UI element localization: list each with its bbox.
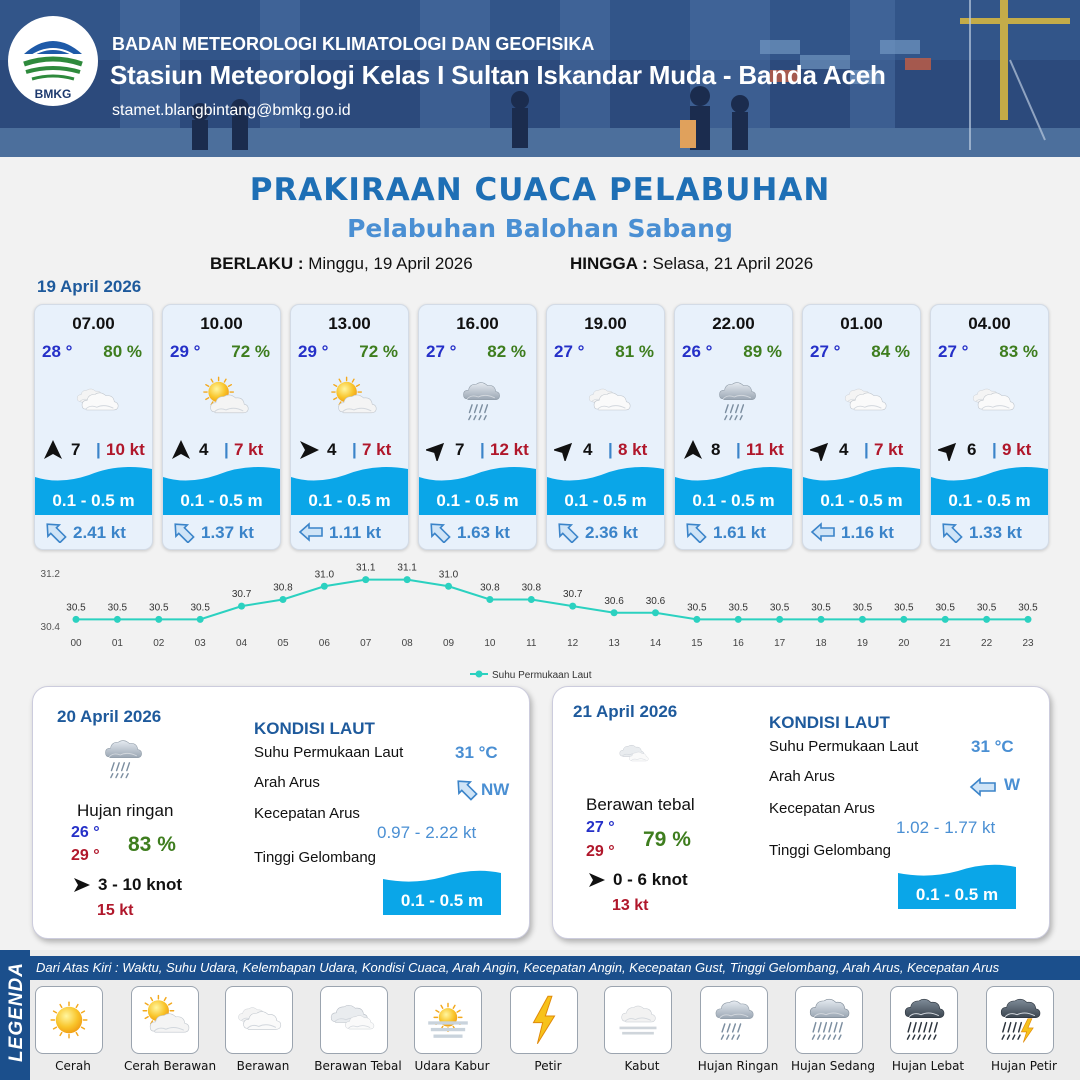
sst-data-point <box>528 596 535 603</box>
legend-label: Berawan <box>236 1059 290 1073</box>
legend-item <box>313 986 403 1073</box>
current-direction-northwest-icon <box>170 521 196 543</box>
forecast-temperature: 27 ° <box>938 342 969 361</box>
day3-current-speed: 1.02 - 1.77 kt <box>896 818 996 837</box>
sst-data-label: 31.1 <box>356 562 376 574</box>
day3-condition: Berawan tebal <box>586 795 695 814</box>
legend-panel <box>0 950 1080 1080</box>
sst-data-point <box>321 583 328 590</box>
page-title: PRAKIRAAN CUACA PELABUHAN <box>249 172 831 208</box>
sst-data-label: 30.8 <box>480 582 500 594</box>
day3-min-temp: 27 ° <box>586 819 615 836</box>
wind-direction-east-icon <box>588 872 606 888</box>
forecast-wind-speed: 4 <box>583 440 593 459</box>
x-tick-label: 07 <box>360 638 372 649</box>
forecast-temperature: 27 ° <box>554 342 585 361</box>
day3-sea-condition-heading: KONDISI LAUT <box>769 713 890 732</box>
sst-data-point <box>942 616 949 623</box>
sst-series-line <box>76 580 1028 620</box>
sunny-icon <box>35 986 103 1054</box>
thunderstorm-icon <box>986 986 1054 1054</box>
legend-title: LEGENDA <box>6 962 27 1062</box>
sst-data-point <box>1025 616 1032 623</box>
forecast-wind-speed: 6 <box>967 440 977 459</box>
forecast-time: 04.00 <box>968 314 1011 333</box>
day3-gust: 13 kt <box>612 897 649 914</box>
legend-label: Hujan Lebat <box>891 1059 965 1073</box>
legend-label: Petir <box>534 1059 562 1073</box>
sst-data-label: 30.5 <box>66 602 86 614</box>
sst-data-label: 30.8 <box>273 582 293 594</box>
forecast-time: 19.00 <box>584 314 627 333</box>
day3-current-speed-label: Kecepatan Arus <box>769 800 875 817</box>
day2-sst-value: 31 °C <box>455 743 498 762</box>
forecast-card <box>418 304 537 550</box>
sst-data-label: 30.7 <box>562 589 583 601</box>
x-tick-label: 22 <box>981 638 993 649</box>
legend-label: Berawan Tebal <box>314 1059 402 1073</box>
sst-data-label: 30.5 <box>811 602 831 614</box>
valid-from <box>210 254 473 274</box>
forecast-card <box>674 304 793 550</box>
forecast-time: 01.00 <box>840 314 883 333</box>
forecast-time: 22.00 <box>712 314 755 333</box>
forecast-wave-height: 0.1 - 0.5 m <box>948 491 1031 510</box>
forecast-time: 07.00 <box>72 314 115 333</box>
cloudy-icon <box>225 986 293 1054</box>
y-tick-label: 30.4 <box>40 622 60 633</box>
forecast-wave-height: 0.1 - 0.5 m <box>308 491 391 510</box>
legend-item <box>883 986 973 1073</box>
forecast-current-speed: 1.61 kt <box>713 523 766 542</box>
lightning-icon <box>510 986 578 1054</box>
day3-sst-value: 31 °C <box>971 737 1014 756</box>
x-tick-label: 02 <box>153 638 165 649</box>
forecast-wind-speed: 7 <box>455 440 465 459</box>
sst-data-point <box>900 616 907 623</box>
forecast-wave-height: 0.1 - 0.5 m <box>52 491 135 510</box>
forecast-current-speed: 2.36 kt <box>585 523 638 542</box>
x-tick-label: 03 <box>194 638 206 649</box>
x-tick-label: 01 <box>111 638 123 649</box>
x-tick-label: 12 <box>567 638 579 649</box>
forecast-current-speed: 1.11 kt <box>329 523 381 542</box>
x-tick-label: 06 <box>318 638 330 649</box>
wind-direction-northeast-icon <box>810 439 832 461</box>
forecast-gust: 10 kt <box>106 440 145 459</box>
forecast-card <box>34 304 153 550</box>
forecast-card <box>546 304 665 550</box>
partly-cloudy-icon <box>313 369 393 429</box>
legend-label: Hujan Ringan <box>697 1059 779 1073</box>
legend-label: Hujan Sedang <box>791 1059 875 1073</box>
wind-direction-northeast-icon <box>938 439 960 461</box>
x-tick-label: 15 <box>691 638 703 649</box>
sst-data-point <box>238 603 245 610</box>
fog-icon <box>604 986 672 1054</box>
forecast-wind-speed: 4 <box>327 440 337 459</box>
forecast-wave-height: 0.1 - 0.5 m <box>692 491 775 510</box>
forecast-humidity: 80 % <box>103 342 142 361</box>
day3-wave-label: Tinggi Gelombang <box>769 842 892 859</box>
y-tick-label: 31.2 <box>40 569 60 580</box>
forecast-humidity: 72 % <box>231 342 270 361</box>
forecast-time: 10.00 <box>200 314 243 333</box>
sst-data-label: 30.5 <box>852 602 873 614</box>
forecast-gust: 8 kt <box>618 440 648 459</box>
current-direction-northwest-icon <box>554 521 580 543</box>
light-rain-icon <box>697 369 777 429</box>
day3-forecast-box <box>552 686 1050 939</box>
day2-wind: 3 - 10 knot <box>98 875 183 894</box>
overcast-icon <box>320 986 388 1054</box>
x-tick-label: 18 <box>815 638 827 649</box>
forecast-gust: 7 kt <box>362 440 392 459</box>
forecast-current-speed: 1.16 kt <box>841 523 894 542</box>
wind-direction-east-icon <box>73 877 91 893</box>
x-tick-label: 13 <box>608 638 620 649</box>
separator: | <box>864 440 869 459</box>
forecast-card <box>930 304 1049 550</box>
forecast-current-speed: 1.37 kt <box>201 523 254 542</box>
chart-legend-label: Suhu Permukaan Laut <box>492 670 592 681</box>
forecast-gust: 12 kt <box>490 440 529 459</box>
sst-data-label: 30.8 <box>521 582 542 594</box>
forecast-humidity: 84 % <box>871 342 910 361</box>
day3-date: 21 April 2026 <box>573 702 678 721</box>
port-name: Pelabuhan Balohan Sabang <box>347 214 733 243</box>
forecast-wave-height: 0.1 - 0.5 m <box>436 491 519 510</box>
x-tick-label: 19 <box>856 638 868 649</box>
x-tick-label: 21 <box>939 638 951 649</box>
sst-data-label: 31.0 <box>314 569 335 581</box>
forecast-wave-height: 0.1 - 0.5 m <box>180 491 263 510</box>
legend-item <box>788 986 878 1073</box>
light-rain-icon <box>700 986 768 1054</box>
current-direction-west-icon <box>810 521 836 543</box>
day3-wave-height: 0.1 - 0.5 m <box>915 885 999 904</box>
day1-date: 19 April 2026 <box>37 277 142 296</box>
current-direction-northwest-icon <box>682 521 708 543</box>
sst-data-label: 30.5 <box>1018 602 1038 614</box>
forecast-temperature: 28 ° <box>42 342 73 361</box>
forecast-current-speed: 2.41 kt <box>73 523 126 542</box>
separator: | <box>608 440 613 459</box>
legend-item <box>218 986 308 1073</box>
day3-wind: 0 - 6 knot <box>613 870 688 889</box>
forecast-wave-height: 0.1 - 0.5 m <box>820 491 903 510</box>
x-tick-label: 04 <box>236 638 248 649</box>
bmkg-logo <box>10 18 96 104</box>
day2-sea-condition-heading: KONDISI LAUT <box>254 719 375 738</box>
legend-item <box>124 986 217 1073</box>
legend-label: Kabut <box>624 1059 660 1073</box>
forecast-card <box>802 304 921 550</box>
x-tick-label: 00 <box>70 638 82 649</box>
sst-data-point <box>776 616 783 623</box>
light-rain-icon <box>91 727 155 796</box>
day2-condition: Hujan ringan <box>77 801 174 820</box>
sst-data-point <box>155 616 162 623</box>
forecast-card <box>162 304 281 550</box>
day3-humidity: 79 % <box>643 828 691 851</box>
legend-label: Cerah Berawan <box>124 1059 217 1073</box>
legend-item <box>407 986 497 1073</box>
legend-side-bar <box>0 950 30 1080</box>
cloudy-icon <box>57 369 137 429</box>
sst-data-label: 30.5 <box>107 602 128 614</box>
valid-to <box>570 254 813 274</box>
current-northwest-icon <box>453 777 479 801</box>
day3-current-dir-label: Arah Arus <box>769 768 835 785</box>
current-direction-west-icon <box>298 521 324 543</box>
heavy-rain-icon <box>890 986 958 1054</box>
sst-data-label: 30.5 <box>687 602 707 614</box>
legend-note: Dari Atas Kiri : Waktu, Suhu Udara, Kelembapan Udara, Kondisi Cuaca, Arah Angin, Kecepatan Angin, Kecepatan Gust, Tinggi Gelombang, Arah Arus, Kecepatan Arus <box>36 960 1000 975</box>
sst-data-point <box>445 583 452 590</box>
day2-max-temp: 29 ° <box>71 847 100 864</box>
station-name: Stasiun Meteorologi Kelas I Sultan Iskandar Muda - Banda Aceh <box>110 60 886 90</box>
separator: | <box>480 440 485 459</box>
current-direction-northwest-icon <box>938 521 964 543</box>
forecast-humidity: 82 % <box>487 342 526 361</box>
day2-wave-height: 0.1 - 0.5 m <box>400 891 484 910</box>
sst-data-label: 30.5 <box>935 602 955 614</box>
sst-data-point <box>859 616 866 623</box>
haze-icon <box>414 986 482 1054</box>
separator: | <box>352 440 357 459</box>
legend-item <box>597 986 687 1073</box>
partly-cloudy-icon <box>131 986 199 1054</box>
x-tick-label: 14 <box>649 638 662 649</box>
valid-from-value: Minggu, 19 April 2026 <box>308 254 473 273</box>
x-tick-label: 23 <box>1022 638 1034 649</box>
wind-direction-north-icon <box>42 439 64 461</box>
day2-current-speed: 0.97 - 2.22 kt <box>377 823 477 842</box>
x-tick-label: 11 <box>526 638 537 649</box>
wind-direction-east-icon <box>298 439 320 461</box>
forecast-time: 13.00 <box>328 314 371 333</box>
day3-sst-label: Suhu Permukaan Laut <box>769 738 919 755</box>
forecast-wind-speed: 8 <box>711 440 721 459</box>
sst-data-point <box>983 616 990 623</box>
sst-data-label: 31.1 <box>397 562 417 574</box>
partly-cloudy-icon <box>185 369 265 429</box>
legend-item <box>503 986 593 1073</box>
forecast-humidity: 89 % <box>743 342 782 361</box>
separator: | <box>736 440 741 459</box>
sst-data-point <box>818 616 825 623</box>
forecast-current-speed: 1.33 kt <box>969 523 1022 542</box>
separator: | <box>96 440 101 459</box>
light-rain-icon <box>441 369 521 429</box>
day3-current-direction: W <box>1004 775 1021 794</box>
forecast-wind-speed: 4 <box>839 440 849 459</box>
day3-max-temp: 29 ° <box>586 843 615 860</box>
sst-data-point <box>114 616 121 623</box>
forecast-temperature: 27 ° <box>426 342 457 361</box>
x-tick-label: 17 <box>774 638 786 649</box>
station-email: stamet.blangbintang@bmkg.go.id <box>112 102 351 119</box>
forecast-temperature: 29 ° <box>298 342 329 361</box>
current-west-icon <box>969 777 997 797</box>
current-direction-northwest-icon <box>42 521 68 543</box>
header-banner <box>0 0 1080 157</box>
sst-data-label: 30.5 <box>894 602 914 614</box>
x-tick-label: 05 <box>277 638 289 649</box>
forecast-gust: 11 kt <box>746 440 784 459</box>
day2-date: 20 April 2026 <box>57 707 162 726</box>
legend-item <box>28 986 118 1073</box>
x-tick-label: 20 <box>898 638 910 649</box>
wind-direction-northeast-icon <box>554 439 576 461</box>
x-tick-label: 10 <box>484 638 496 649</box>
wind-direction-north-icon <box>682 439 704 461</box>
chart-legend-marker <box>476 671 483 678</box>
sst-data-label: 30.5 <box>728 602 748 614</box>
valid-from-label: BERLAKU : <box>210 254 304 273</box>
legend-label: Hujan Petir <box>991 1059 1057 1073</box>
sst-data-point <box>611 609 618 616</box>
forecast-card <box>290 304 409 550</box>
day2-sst-label: Suhu Permukaan Laut <box>254 744 404 761</box>
bmkg-emblem-icon <box>10 18 96 104</box>
day2-forecast-box <box>32 686 530 939</box>
sst-data-label: 30.7 <box>231 589 252 601</box>
forecast-wind-speed: 7 <box>71 440 81 459</box>
forecast-humidity: 72 % <box>359 342 398 361</box>
forecast-temperature: 26 ° <box>682 342 713 361</box>
wind-direction-northeast-icon <box>426 439 448 461</box>
day2-current-direction: NW <box>481 780 510 799</box>
legend-item <box>979 986 1069 1073</box>
x-tick-label: 08 <box>401 638 413 649</box>
sst-data-label: 30.5 <box>149 602 169 614</box>
x-tick-label: 09 <box>442 638 455 649</box>
cloudy-icon <box>569 369 649 429</box>
organization-name: BADAN METEOROLOGI KLIMATOLOGI DAN GEOFISIKA <box>112 34 595 54</box>
day2-current-speed-label: Kecepatan Arus <box>254 805 360 822</box>
day2-min-temp: 26 ° <box>71 824 100 841</box>
separator: | <box>224 440 229 459</box>
forecast-temperature: 27 ° <box>810 342 841 361</box>
sst-data-point <box>197 616 204 623</box>
sst-data-point <box>279 596 286 603</box>
separator: | <box>992 440 997 459</box>
sst-data-label: 31.0 <box>438 569 459 581</box>
sst-data-point <box>735 616 742 623</box>
sst-data-point <box>693 616 700 623</box>
svg-text:BMKG: BMKG <box>34 87 72 101</box>
sst-data-label: 30.5 <box>769 602 790 614</box>
valid-to-value: Selasa, 21 April 2026 <box>652 254 814 273</box>
forecast-time: 16.00 <box>456 314 499 333</box>
forecast-gust: 7 kt <box>874 440 904 459</box>
x-tick-label: 16 <box>732 638 744 649</box>
day2-humidity: 83 % <box>128 833 176 856</box>
day2-wave-label: Tinggi Gelombang <box>254 849 377 866</box>
sst-data-point <box>404 576 411 583</box>
forecast-humidity: 83 % <box>999 342 1038 361</box>
sst-data-point <box>362 576 369 583</box>
sst-data-point <box>486 596 493 603</box>
legend-label: Cerah <box>55 1059 91 1073</box>
forecast-gust: 9 kt <box>1002 440 1032 459</box>
forecast-humidity: 81 % <box>615 342 654 361</box>
legend-label: Udara Kabur <box>414 1059 490 1073</box>
legend-item <box>693 986 783 1073</box>
sea-surface-temperature-chart <box>0 560 1080 685</box>
day2-gust: 15 kt <box>97 902 134 919</box>
sst-data-label: 30.6 <box>604 595 624 607</box>
sst-data-label: 30.6 <box>645 595 666 607</box>
wind-direction-north-icon <box>170 439 192 461</box>
sst-data-point <box>652 609 659 616</box>
sst-data-label: 30.5 <box>190 602 210 614</box>
overcast-icon <box>607 733 663 782</box>
forecast-wind-speed: 4 <box>199 440 209 459</box>
current-direction-northwest-icon <box>426 521 452 543</box>
forecast-wave-height: 0.1 - 0.5 m <box>564 491 647 510</box>
forecast-gust: 7 kt <box>234 440 264 459</box>
day2-current-dir-label: Arah Arus <box>254 774 320 791</box>
sst-data-point <box>569 603 576 610</box>
cloudy-icon <box>825 369 905 429</box>
sst-data-point <box>73 616 80 623</box>
forecast-current-speed: 1.63 kt <box>457 523 510 542</box>
sst-data-label: 30.5 <box>976 602 997 614</box>
forecast-temperature: 29 ° <box>170 342 201 361</box>
cloudy-icon <box>953 369 1033 429</box>
valid-to-label: HINGGA : <box>570 254 648 273</box>
moderate-rain-icon <box>795 986 863 1054</box>
